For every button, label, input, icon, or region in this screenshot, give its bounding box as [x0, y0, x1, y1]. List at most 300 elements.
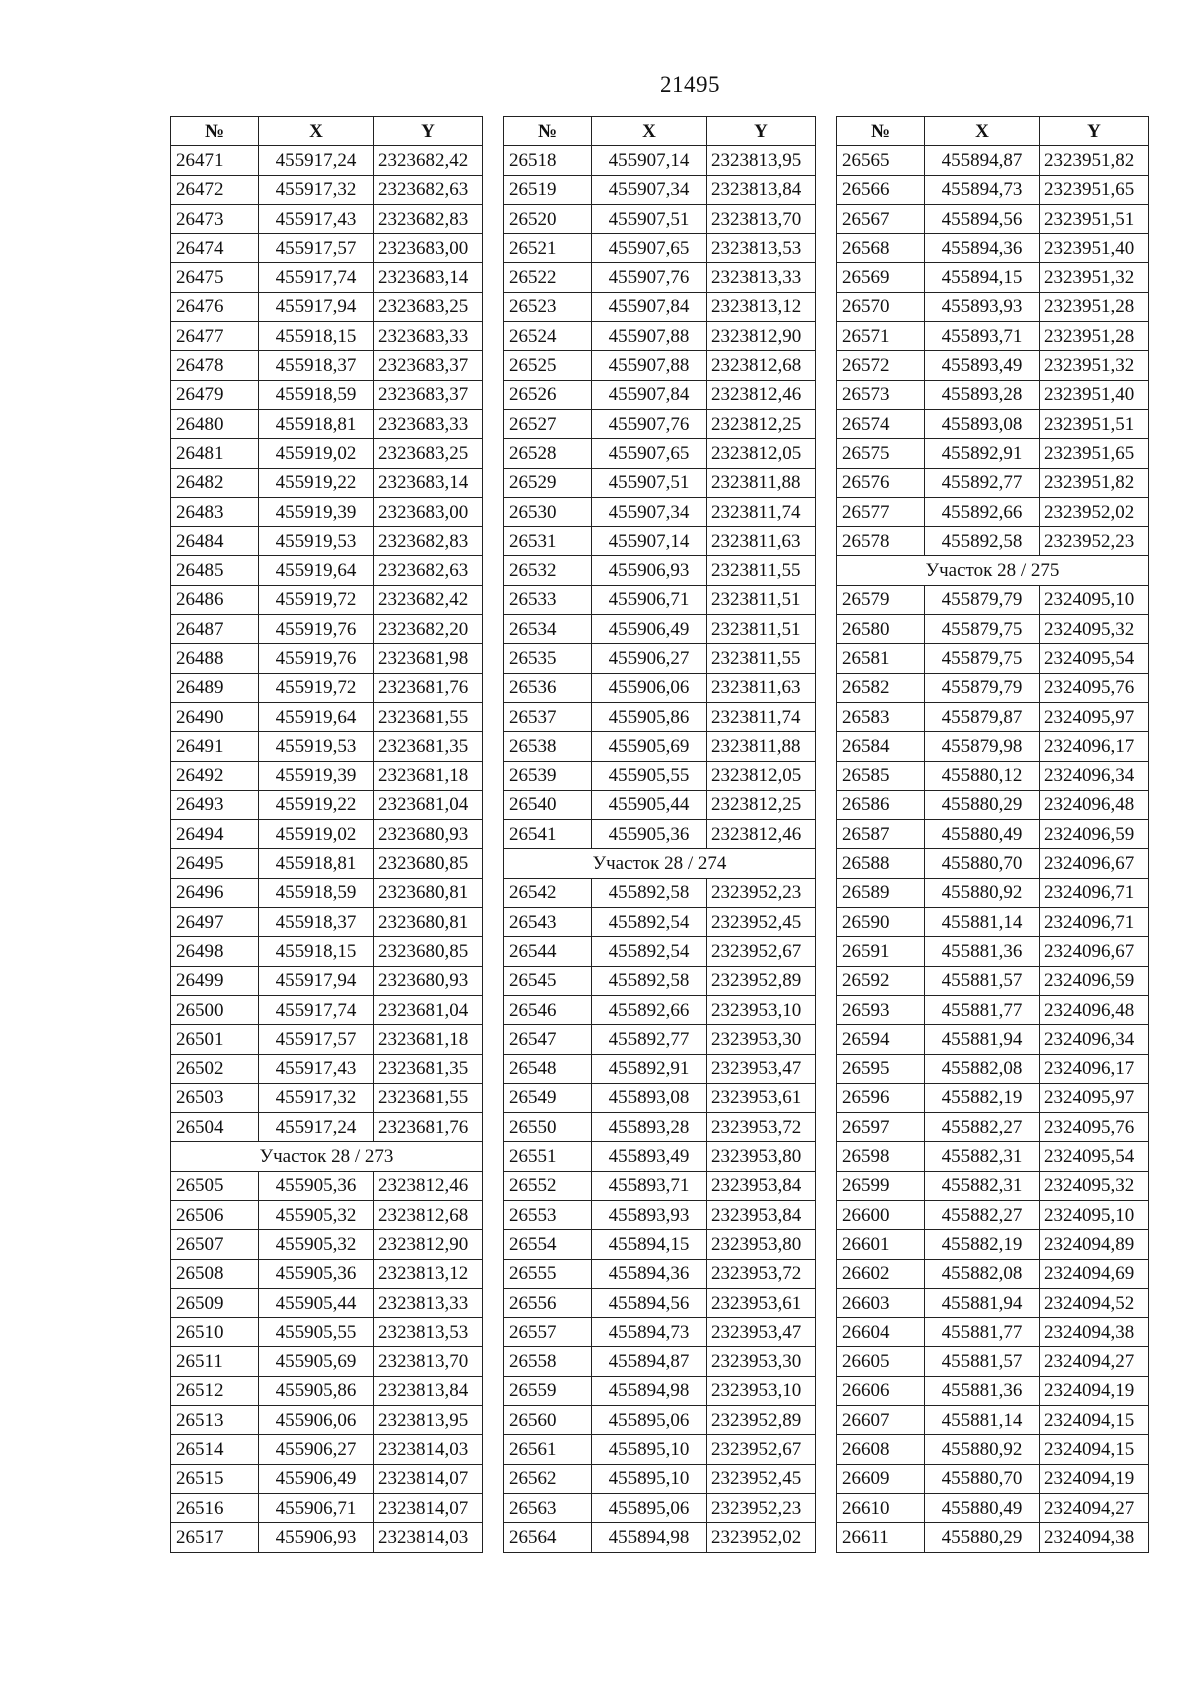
header-x: X	[925, 117, 1040, 146]
table-row	[504, 556, 816, 585]
x-coordinate-cell: 455907,34	[592, 175, 707, 204]
table-row	[837, 1171, 1149, 1200]
table-row	[171, 702, 483, 731]
point-number-cell: 26531	[504, 527, 592, 556]
point-number-cell: 26513	[171, 1406, 259, 1435]
point-number-cell: 26540	[504, 790, 592, 819]
point-number-cell: 26528	[504, 439, 592, 468]
x-coordinate-cell: 455919,64	[259, 702, 374, 731]
table-row	[171, 497, 483, 526]
point-number-cell: 26510	[171, 1318, 259, 1347]
point-number-cell: 26480	[171, 409, 259, 438]
point-number-cell: 26548	[504, 1054, 592, 1083]
point-number-cell: 26593	[837, 995, 925, 1024]
point-number-cell: 26559	[504, 1376, 592, 1405]
point-number-cell: 26516	[171, 1493, 259, 1522]
x-coordinate-cell: 455881,14	[925, 1406, 1040, 1435]
point-number-cell: 26508	[171, 1259, 259, 1288]
x-coordinate-cell: 455918,15	[259, 937, 374, 966]
x-coordinate-cell: 455917,74	[259, 263, 374, 292]
point-number-cell: 26496	[171, 878, 259, 907]
table-row	[837, 234, 1149, 263]
point-number-cell: 26543	[504, 908, 592, 937]
x-coordinate-cell: 455881,77	[925, 995, 1040, 1024]
point-number-cell: 26571	[837, 322, 925, 351]
y-coordinate-cell: 2323683,25	[374, 292, 483, 321]
x-coordinate-cell: 455892,54	[592, 908, 707, 937]
y-coordinate-cell: 2323811,74	[707, 702, 816, 731]
table-row	[171, 761, 483, 790]
table-row	[837, 761, 1149, 790]
point-number-cell: 26589	[837, 878, 925, 907]
y-coordinate-cell: 2324094,19	[1040, 1464, 1149, 1493]
table-row	[171, 439, 483, 468]
table-row	[504, 615, 816, 644]
table-row	[837, 146, 1149, 175]
x-coordinate-cell: 455881,77	[925, 1318, 1040, 1347]
point-number-cell: 26558	[504, 1347, 592, 1376]
point-number-cell: 26545	[504, 966, 592, 995]
y-coordinate-cell: 2323953,30	[707, 1347, 816, 1376]
table-row	[837, 380, 1149, 409]
table-row	[837, 497, 1149, 526]
y-coordinate-cell: 2323681,76	[374, 1113, 483, 1142]
point-number-cell: 26514	[171, 1435, 259, 1464]
table-row	[504, 292, 816, 321]
table-row	[171, 1113, 483, 1142]
x-coordinate-cell: 455919,76	[259, 644, 374, 673]
point-number-cell: 26547	[504, 1025, 592, 1054]
x-coordinate-cell: 455918,81	[259, 409, 374, 438]
page-number: 21495	[660, 72, 720, 97]
y-coordinate-cell: 2324096,34	[1040, 1025, 1149, 1054]
table-row	[504, 497, 816, 526]
point-number-cell: 26494	[171, 820, 259, 849]
point-number-cell: 26611	[837, 1523, 925, 1552]
x-coordinate-cell: 455905,86	[259, 1376, 374, 1405]
point-number-cell: 26608	[837, 1435, 925, 1464]
point-number-cell: 26565	[837, 146, 925, 175]
y-coordinate-cell: 2323813,33	[707, 263, 816, 292]
x-coordinate-cell: 455892,58	[925, 527, 1040, 556]
x-coordinate-cell: 455892,58	[592, 878, 707, 907]
y-coordinate-cell: 2323953,61	[707, 1083, 816, 1112]
table-row	[171, 1523, 483, 1552]
point-number-cell: 26557	[504, 1318, 592, 1347]
point-number-cell: 26501	[171, 1025, 259, 1054]
point-number-cell: 26588	[837, 849, 925, 878]
x-coordinate-cell: 455906,71	[259, 1493, 374, 1522]
y-coordinate-cell: 2323813,84	[707, 175, 816, 204]
y-coordinate-cell: 2324096,71	[1040, 878, 1149, 907]
x-coordinate-cell: 455894,98	[592, 1523, 707, 1552]
point-number-cell: 26554	[504, 1230, 592, 1259]
table-row	[171, 1230, 483, 1259]
y-coordinate-cell: 2323953,61	[707, 1288, 816, 1317]
point-number-cell: 26581	[837, 644, 925, 673]
point-number-cell: 26569	[837, 263, 925, 292]
point-number-cell: 26600	[837, 1200, 925, 1229]
table-row	[171, 292, 483, 321]
x-coordinate-cell: 455881,57	[925, 1347, 1040, 1376]
table-row	[171, 1493, 483, 1522]
point-number-cell: 26604	[837, 1318, 925, 1347]
y-coordinate-cell: 2324094,38	[1040, 1318, 1149, 1347]
table-header	[504, 117, 816, 146]
x-coordinate-cell: 455918,37	[259, 908, 374, 937]
point-number-cell: 26537	[504, 702, 592, 731]
table-row	[504, 878, 816, 907]
table-row	[504, 322, 816, 351]
y-coordinate-cell: 2323683,14	[374, 468, 483, 497]
point-number-cell: 26609	[837, 1464, 925, 1493]
x-coordinate-cell: 455880,70	[925, 1464, 1040, 1493]
y-coordinate-cell: 2323951,40	[1040, 380, 1149, 409]
x-coordinate-cell: 455919,39	[259, 497, 374, 526]
table-row	[837, 820, 1149, 849]
y-coordinate-cell: 2323953,84	[707, 1171, 816, 1200]
y-coordinate-cell: 2323813,12	[707, 292, 816, 321]
point-number-cell: 26597	[837, 1113, 925, 1142]
x-coordinate-cell: 455917,57	[259, 234, 374, 263]
table-row	[837, 175, 1149, 204]
x-coordinate-cell: 455882,31	[925, 1142, 1040, 1171]
table-row	[171, 1083, 483, 1112]
y-coordinate-cell: 2323681,35	[374, 732, 483, 761]
y-coordinate-cell: 2323681,55	[374, 1083, 483, 1112]
point-number-cell: 26474	[171, 234, 259, 263]
y-coordinate-cell: 2323814,03	[374, 1435, 483, 1464]
x-coordinate-cell: 455882,27	[925, 1113, 1040, 1142]
y-coordinate-cell: 2323951,65	[1040, 439, 1149, 468]
point-number-cell: 26570	[837, 292, 925, 321]
y-coordinate-cell: 2323811,74	[707, 497, 816, 526]
point-number-cell: 26605	[837, 1347, 925, 1376]
point-number-cell: 26566	[837, 175, 925, 204]
table-row	[837, 1288, 1149, 1317]
table-row	[837, 527, 1149, 556]
x-coordinate-cell: 455894,87	[592, 1347, 707, 1376]
y-coordinate-cell: 2323681,76	[374, 673, 483, 702]
point-number-cell: 26563	[504, 1493, 592, 1522]
y-coordinate-cell: 2323953,80	[707, 1230, 816, 1259]
section-title: Участок 28 / 275	[837, 556, 1149, 585]
y-coordinate-cell: 2324096,48	[1040, 790, 1149, 819]
point-number-cell: 26602	[837, 1259, 925, 1288]
x-coordinate-cell: 455881,94	[925, 1025, 1040, 1054]
x-coordinate-cell: 455906,06	[592, 673, 707, 702]
y-coordinate-cell: 2323681,55	[374, 702, 483, 731]
x-coordinate-cell: 455882,31	[925, 1171, 1040, 1200]
y-coordinate-cell: 2323812,90	[374, 1230, 483, 1259]
y-coordinate-cell: 2324095,32	[1040, 615, 1149, 644]
point-number-cell: 26576	[837, 468, 925, 497]
y-coordinate-cell: 2323811,51	[707, 585, 816, 614]
x-coordinate-cell: 455880,29	[925, 790, 1040, 819]
x-coordinate-cell: 455880,92	[925, 1435, 1040, 1464]
x-coordinate-cell: 455919,72	[259, 673, 374, 702]
point-number-cell: 26541	[504, 820, 592, 849]
x-coordinate-cell: 455894,15	[592, 1230, 707, 1259]
y-coordinate-cell: 2323953,30	[707, 1025, 816, 1054]
table-row	[837, 1083, 1149, 1112]
section-title: Участок 28 / 273	[171, 1142, 483, 1171]
table-row	[171, 790, 483, 819]
table-row	[837, 1054, 1149, 1083]
y-coordinate-cell: 2323952,23	[707, 1493, 816, 1522]
point-number-cell: 26472	[171, 175, 259, 204]
table-row	[171, 820, 483, 849]
table-row	[837, 1318, 1149, 1347]
point-number-cell: 26478	[171, 351, 259, 380]
point-number-cell: 26582	[837, 673, 925, 702]
y-coordinate-cell: 2323951,32	[1040, 351, 1149, 380]
table-row	[837, 937, 1149, 966]
x-coordinate-cell: 455905,36	[259, 1171, 374, 1200]
y-coordinate-cell: 2323681,04	[374, 790, 483, 819]
table-row	[837, 1142, 1149, 1171]
x-coordinate-cell: 455907,76	[592, 409, 707, 438]
point-number-cell: 26530	[504, 497, 592, 526]
header-y: Y	[707, 117, 816, 146]
y-coordinate-cell: 2323812,05	[707, 761, 816, 790]
y-coordinate-cell: 2323682,83	[374, 527, 483, 556]
x-coordinate-cell: 455892,66	[925, 497, 1040, 526]
x-coordinate-cell: 455894,73	[592, 1318, 707, 1347]
point-number-cell: 26579	[837, 585, 925, 614]
table-row	[171, 1054, 483, 1083]
y-coordinate-cell: 2323812,25	[707, 790, 816, 819]
table-row	[171, 527, 483, 556]
point-number-cell: 26481	[171, 439, 259, 468]
y-coordinate-cell: 2323951,32	[1040, 263, 1149, 292]
x-coordinate-cell: 455906,27	[592, 644, 707, 673]
y-coordinate-cell: 2323683,25	[374, 439, 483, 468]
x-coordinate-cell: 455907,76	[592, 263, 707, 292]
table-body	[837, 146, 1149, 1552]
table-row	[837, 204, 1149, 233]
table-row	[171, 204, 483, 233]
table-row	[171, 732, 483, 761]
y-coordinate-cell: 2324095,10	[1040, 585, 1149, 614]
section-row	[171, 1142, 483, 1171]
y-coordinate-cell: 2323952,23	[1040, 527, 1149, 556]
point-number-cell: 26585	[837, 761, 925, 790]
table-row	[837, 1347, 1149, 1376]
x-coordinate-cell: 455907,51	[592, 204, 707, 233]
y-coordinate-cell: 2323682,63	[374, 556, 483, 585]
y-coordinate-cell: 2324094,52	[1040, 1288, 1149, 1317]
y-coordinate-cell: 2323952,89	[707, 1406, 816, 1435]
x-coordinate-cell: 455892,91	[925, 439, 1040, 468]
y-coordinate-cell: 2323953,84	[707, 1200, 816, 1229]
x-coordinate-cell: 455919,76	[259, 615, 374, 644]
table-row	[837, 1376, 1149, 1405]
x-coordinate-cell: 455919,02	[259, 439, 374, 468]
x-coordinate-cell: 455880,49	[925, 820, 1040, 849]
point-number-cell: 26544	[504, 937, 592, 966]
table-body	[171, 146, 483, 1552]
point-number-cell: 26483	[171, 497, 259, 526]
x-coordinate-cell: 455906,27	[259, 1435, 374, 1464]
y-coordinate-cell: 2323812,46	[707, 380, 816, 409]
y-coordinate-cell: 2324095,97	[1040, 1083, 1149, 1112]
y-coordinate-cell: 2324094,27	[1040, 1493, 1149, 1522]
y-coordinate-cell: 2323680,93	[374, 820, 483, 849]
point-number-cell: 26527	[504, 409, 592, 438]
y-coordinate-cell: 2324095,76	[1040, 1113, 1149, 1142]
x-coordinate-cell: 455906,49	[259, 1464, 374, 1493]
x-coordinate-cell: 455892,54	[592, 937, 707, 966]
table-row	[171, 937, 483, 966]
x-coordinate-cell: 455893,08	[925, 409, 1040, 438]
table-row	[837, 263, 1149, 292]
table-row	[171, 1347, 483, 1376]
point-number-cell: 26482	[171, 468, 259, 497]
point-number-cell: 26504	[171, 1113, 259, 1142]
x-coordinate-cell: 455881,36	[925, 937, 1040, 966]
table-row	[504, 702, 816, 731]
y-coordinate-cell: 2324096,17	[1040, 1054, 1149, 1083]
table-row	[504, 351, 816, 380]
y-coordinate-cell: 2323951,40	[1040, 234, 1149, 263]
x-coordinate-cell: 455893,28	[925, 380, 1040, 409]
y-coordinate-cell: 2323682,63	[374, 175, 483, 204]
x-coordinate-cell: 455893,71	[925, 322, 1040, 351]
y-coordinate-cell: 2323681,18	[374, 1025, 483, 1054]
point-number-cell: 26561	[504, 1435, 592, 1464]
table-row	[837, 644, 1149, 673]
table-body	[504, 146, 816, 1552]
table-row	[504, 1200, 816, 1229]
x-coordinate-cell: 455879,75	[925, 644, 1040, 673]
y-coordinate-cell: 2324094,69	[1040, 1259, 1149, 1288]
table-row	[504, 204, 816, 233]
x-coordinate-cell: 455893,28	[592, 1113, 707, 1142]
y-coordinate-cell: 2324095,97	[1040, 702, 1149, 731]
x-coordinate-cell: 455892,66	[592, 995, 707, 1024]
x-coordinate-cell: 455894,87	[925, 146, 1040, 175]
table-row	[504, 1464, 816, 1493]
x-coordinate-cell: 455894,73	[925, 175, 1040, 204]
coordinates-table-3	[836, 116, 1149, 1553]
y-coordinate-cell: 2324095,10	[1040, 1200, 1149, 1229]
point-number-cell: 26610	[837, 1493, 925, 1522]
header-number: №	[837, 117, 925, 146]
y-coordinate-cell: 2323680,85	[374, 849, 483, 878]
x-coordinate-cell: 455919,53	[259, 732, 374, 761]
y-coordinate-cell: 2323814,07	[374, 1464, 483, 1493]
table-row	[171, 1288, 483, 1317]
point-number-cell: 26525	[504, 351, 592, 380]
point-number-cell: 26546	[504, 995, 592, 1024]
x-coordinate-cell: 455881,57	[925, 966, 1040, 995]
table-row	[837, 1406, 1149, 1435]
x-coordinate-cell: 455879,87	[925, 702, 1040, 731]
point-number-cell: 26477	[171, 322, 259, 351]
table-row	[837, 1464, 1149, 1493]
table-row	[171, 1435, 483, 1464]
y-coordinate-cell: 2323812,25	[707, 409, 816, 438]
x-coordinate-cell: 455880,49	[925, 1493, 1040, 1522]
table-row	[171, 146, 483, 175]
table-row	[504, 995, 816, 1024]
x-coordinate-cell: 455894,98	[592, 1376, 707, 1405]
y-coordinate-cell: 2323811,88	[707, 468, 816, 497]
x-coordinate-cell: 455893,49	[925, 351, 1040, 380]
y-coordinate-cell: 2323680,93	[374, 966, 483, 995]
table-row	[171, 1200, 483, 1229]
x-coordinate-cell: 455905,55	[592, 761, 707, 790]
point-number-cell: 26596	[837, 1083, 925, 1112]
point-number-cell: 26536	[504, 673, 592, 702]
table-row	[504, 1113, 816, 1142]
y-coordinate-cell: 2324095,32	[1040, 1171, 1149, 1200]
x-coordinate-cell: 455905,32	[259, 1230, 374, 1259]
coordinates-table-2	[503, 116, 816, 1553]
point-number-cell: 26484	[171, 527, 259, 556]
x-coordinate-cell: 455907,34	[592, 497, 707, 526]
y-coordinate-cell: 2323811,51	[707, 615, 816, 644]
point-number-cell: 26551	[504, 1142, 592, 1171]
table-row	[171, 234, 483, 263]
table-row	[504, 644, 816, 673]
x-coordinate-cell: 455905,32	[259, 1200, 374, 1229]
point-number-cell: 26526	[504, 380, 592, 409]
y-coordinate-cell: 2323811,63	[707, 673, 816, 702]
table-row	[171, 966, 483, 995]
table-header	[837, 117, 1149, 146]
x-coordinate-cell: 455907,88	[592, 322, 707, 351]
table-row	[837, 702, 1149, 731]
table-row	[837, 409, 1149, 438]
table-row	[171, 1259, 483, 1288]
point-number-cell: 26520	[504, 204, 592, 233]
point-number-cell: 26519	[504, 175, 592, 204]
y-coordinate-cell: 2324096,59	[1040, 966, 1149, 995]
x-coordinate-cell: 455880,12	[925, 761, 1040, 790]
y-coordinate-cell: 2324096,59	[1040, 820, 1149, 849]
x-coordinate-cell: 455894,36	[925, 234, 1040, 263]
point-number-cell: 26486	[171, 585, 259, 614]
x-coordinate-cell: 455919,72	[259, 585, 374, 614]
point-number-cell: 26505	[171, 1171, 259, 1200]
x-coordinate-cell: 455880,92	[925, 878, 1040, 907]
table-row	[837, 995, 1149, 1024]
point-number-cell: 26471	[171, 146, 259, 175]
table-header	[171, 117, 483, 146]
point-number-cell: 26552	[504, 1171, 592, 1200]
table-row	[171, 468, 483, 497]
x-coordinate-cell: 455905,69	[259, 1347, 374, 1376]
x-coordinate-cell: 455917,57	[259, 1025, 374, 1054]
table-row	[837, 615, 1149, 644]
x-coordinate-cell: 455917,43	[259, 1054, 374, 1083]
table-row	[504, 380, 816, 409]
table-row	[171, 644, 483, 673]
x-coordinate-cell: 455917,74	[259, 995, 374, 1024]
table-row	[837, 1200, 1149, 1229]
y-coordinate-cell: 2323952,67	[707, 1435, 816, 1464]
y-coordinate-cell: 2323952,23	[707, 878, 816, 907]
y-coordinate-cell: 2323952,45	[707, 1464, 816, 1493]
y-coordinate-cell: 2323814,07	[374, 1493, 483, 1522]
x-coordinate-cell: 455881,94	[925, 1288, 1040, 1317]
y-coordinate-cell: 2324096,67	[1040, 849, 1149, 878]
point-number-cell: 26584	[837, 732, 925, 761]
table-row	[837, 1230, 1149, 1259]
point-number-cell: 26491	[171, 732, 259, 761]
